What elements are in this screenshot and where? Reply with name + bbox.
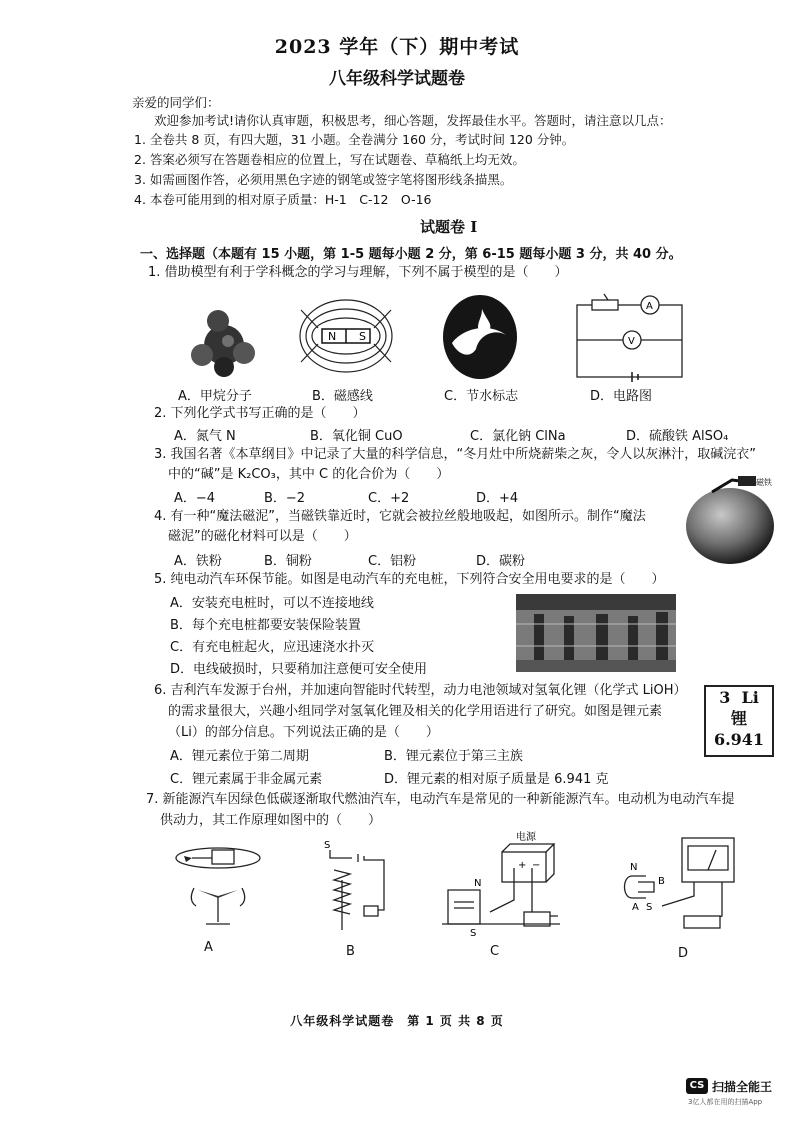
q6-stem-line1: 6. 吉利汽车发源于台州，并加速向智能时代转型，动力电池领域对氢氧化锂（化学式 LiOH）	[154, 683, 687, 698]
q1-option-b[interactable]: B．磁感线	[312, 389, 373, 404]
q6-option-a[interactable]: A．锂元素位于第二周期	[170, 749, 309, 764]
q6-stem-line2: 的需求量很大，兴趣小组同学对氢氧化锂及相关的化学用语进行了研究。如图是锂元素	[168, 704, 663, 719]
q7-diagram-c	[440, 834, 578, 940]
exam-subtitle: 八年级科学试题卷	[329, 69, 465, 89]
greeting: 亲爱的同学们：	[132, 95, 220, 110]
q4-stem-line1: 4. 有一种“魔法磁泥”，当磁铁靠近时，它就会被拉丝般地吸起，如图所示。制作“魔法	[154, 509, 646, 524]
q3-option-d[interactable]: D．+4	[476, 491, 519, 506]
atomic-number: 3	[719, 688, 731, 707]
b-s-label: S	[324, 840, 331, 851]
q2-stem: 2. 下列化学式书写正确的是（ ）	[154, 406, 366, 421]
lithium-element-card	[704, 685, 774, 757]
q3-stem-line1: 3. 我国名著《本草纲目》中记录了大量的科学信息，“冬月灶中所烧薪柴之灰，令人以灰淋汁，取碱浣衣”	[154, 447, 757, 462]
atomic-mass: 6.941	[713, 730, 765, 749]
q5-stem: 5. 纯电动汽车环保节能。如图是电动汽车的充电桩，下列符合安全用电要求的是（ ）	[154, 572, 665, 587]
q4-option-c[interactable]: C．铝粉	[368, 554, 417, 569]
element-symbol: Li	[741, 688, 759, 707]
charging-station-photo	[516, 594, 676, 672]
q1-stem: 1. 借助模型有利于学科概念的学习与理解，下列不属于模型的是（ ）	[148, 265, 568, 280]
q3-option-b[interactable]: B．−2	[264, 491, 306, 506]
q2-option-b[interactable]: B．氧化铜 CuO	[310, 429, 403, 444]
ammeter-label: A	[646, 301, 653, 312]
note-4: 4. 本卷可能用到的相对原子质量：H-1 C-12 O-16	[134, 192, 432, 207]
q2-option-c[interactable]: C．氯化钠 ClNa	[470, 429, 566, 444]
section1-heading: 一、选择题（本题有 15 小题，第 1-5 题每小题 2 分，第 6-15 题每小题 3 分，共 40 分。	[140, 247, 682, 262]
power-label: 电源	[516, 832, 536, 843]
water-saving-logo-image	[440, 293, 520, 381]
q6-option-c[interactable]: C．锂元素属于非金属元素	[170, 772, 323, 787]
q4-stem-line2: 磁泥”的磁化材料可以是（ ）	[168, 529, 357, 544]
camscanner-name: 扫描全能王	[712, 1080, 773, 1094]
q6-option-d[interactable]: D．锂元素的相对原子质量是 6.941 克	[384, 772, 609, 787]
q7-stem-line1: 7. 新能源汽车因绿色低碳逐渐取代燃油汽车，电动汽车是常见的一种新能源汽车。电动机为电动汽车提	[146, 792, 735, 807]
q7-diagram-a	[172, 840, 264, 930]
q7-label-b: B	[346, 944, 355, 959]
q3-option-c[interactable]: C．+2	[368, 491, 410, 506]
q2-option-d[interactable]: D．硫酸铁 AlSO₄	[626, 429, 729, 444]
d-s-label: S	[646, 902, 653, 913]
q3-stem-line2: 中的“碱”是 K₂CO₃，其中 C 的化合价为（ ）	[168, 467, 450, 482]
camscanner-tagline: 3亿人都在用的扫描App	[688, 1098, 763, 1106]
q5-option-a[interactable]: A．安装充电桩时，可以不连接地线	[170, 596, 374, 611]
svg-text:+: +	[518, 860, 527, 871]
exam-title: 2023 学年（下）期中考试	[274, 36, 520, 58]
svg-text:−: −	[532, 860, 541, 871]
circuit-diagram-image	[572, 290, 692, 380]
q4-option-b[interactable]: B．铜粉	[264, 554, 312, 569]
camscanner-logo-icon: CS	[686, 1078, 708, 1094]
magnetic-field-lines-image	[296, 298, 396, 378]
page-footer: 八年级科学试题卷 第 1 页 共 8 页	[290, 1014, 504, 1028]
q5-option-b[interactable]: B．每个充电桩都要安装保险装置	[170, 618, 361, 633]
q5-option-d[interactable]: D．电线破损时，只要稍加注意便可安全使用	[170, 662, 428, 677]
d-n-label: N	[630, 862, 638, 873]
q7-diagram-d	[622, 836, 744, 936]
q7-stem-line2: 供动力，其工作原理如图中的（ ）	[160, 813, 382, 828]
note-2: 2. 答案必须写在答题卷相应的位置上，写在试题卷、草稿纸上均无效。	[134, 152, 525, 167]
d-a-label: A	[632, 902, 639, 913]
q6-option-b[interactable]: B．锂元素位于第三主族	[384, 749, 523, 764]
magnet-s-label: S	[359, 330, 366, 343]
section-title: 试题卷 I	[420, 218, 478, 236]
q7-label-c: C	[490, 944, 500, 959]
voltmeter-label: V	[628, 336, 635, 347]
q4-option-a[interactable]: A．铁粉	[174, 554, 222, 569]
note-3: 3. 如需画图作答，必须用黑色字迹的钢笔或签字笔将图形线条描黑。	[134, 172, 513, 187]
q5-option-c[interactable]: C．有充电桩起火，应迅速浇水扑灭	[170, 640, 375, 655]
c-n-label: N	[474, 878, 482, 889]
q4-option-d[interactable]: D．碳粉	[476, 554, 526, 569]
element-name: 锂	[730, 709, 747, 728]
q2-option-a[interactable]: A．氮气 N	[174, 429, 236, 444]
q7-diagram-b	[322, 840, 392, 935]
q3-option-a[interactable]: A．−4	[174, 491, 216, 506]
q1-option-a[interactable]: A．甲烷分子	[178, 389, 252, 404]
magnetic-putty-image	[682, 474, 778, 564]
q1-option-c[interactable]: C．节水标志	[444, 389, 519, 404]
q7-label-a: A	[204, 940, 213, 955]
q1-option-d[interactable]: D．电路图	[590, 389, 653, 404]
methane-molecule-image	[188, 305, 258, 380]
magnet-n-label: N	[328, 330, 337, 343]
d-b-label: B	[658, 876, 665, 887]
welcome-text: 欢迎参加考试!请你认真审题，积极思考，细心答题，发挥最佳水平。答题时，请注意以几点：	[154, 113, 672, 128]
magnet-label: 磁铁	[756, 478, 772, 487]
q6-stem-line3: （Li）的部分信息。下列说法正确的是（ ）	[168, 725, 439, 740]
q7-label-d: D	[678, 946, 689, 961]
c-s-label: S	[470, 928, 477, 939]
note-1: 1. 全卷共 8 页，有四大题，31 小题。全卷满分 160 分，考试时间 120 分钟。	[134, 132, 575, 147]
